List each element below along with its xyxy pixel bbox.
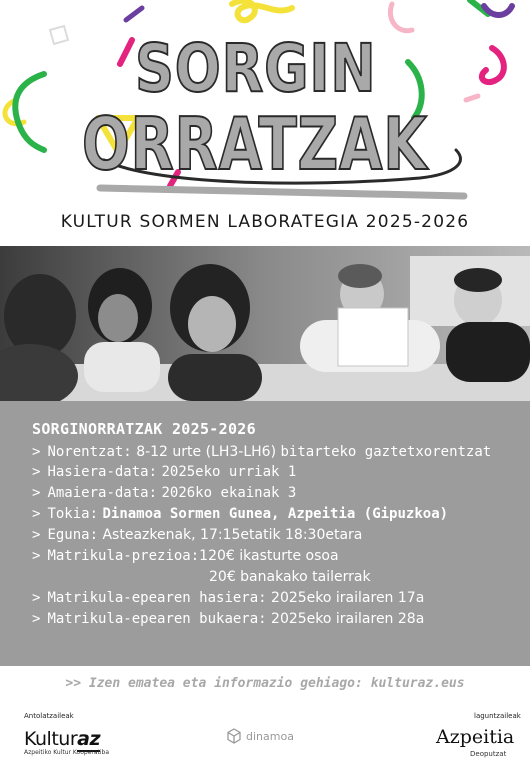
info-label: Matrikula-epearen bukaera: xyxy=(47,611,267,627)
bullet: > xyxy=(32,611,41,627)
info-value: 20€ banakako tailerrak xyxy=(209,569,371,585)
info-value: 2026ko ekainak 3 xyxy=(161,485,297,501)
kulturaz-logo-suffix: az xyxy=(77,728,101,750)
info-label: Eguna: xyxy=(47,527,99,543)
logo-line-orratzak: ORRATZAK xyxy=(82,102,428,186)
info-label: Norentzat: xyxy=(47,444,132,460)
yellow-squiggle xyxy=(232,1,292,20)
info-title: SORGINORRATZAK 2025-2026 xyxy=(32,420,256,438)
info-value: 120€ ikasturte osoa xyxy=(199,548,339,564)
info-label: Matrikula-prezioa: xyxy=(47,548,200,564)
children-photo xyxy=(0,246,530,401)
info-value: 2025eko irailaren 28a xyxy=(271,611,425,627)
info-label: Matrikula-epearen hasiera: xyxy=(47,590,267,606)
pink-curve xyxy=(390,4,412,31)
info-row-start-date xyxy=(32,465,296,479)
bullet: > xyxy=(32,485,41,501)
children-photo-illustration xyxy=(0,246,530,401)
subtitle: KULTUR SORMEN LABORATEGIA 2025-2026 xyxy=(60,212,470,232)
info-value: 2025eko urriak 1 xyxy=(161,464,297,480)
dinamoa-logo xyxy=(226,728,294,744)
green-curve-left xyxy=(15,74,44,150)
registration-link[interactable]: >> Izen ematea eta informazio gehiago: kulturaz.eus xyxy=(65,676,465,691)
organizers-label: Antolatzaileak xyxy=(24,712,74,720)
info-label: Amaiera-data: xyxy=(47,485,158,501)
info-value: 8-12 urte (LH3-LH6) xyxy=(136,444,277,460)
azpeitia-subtitle: Deoputzat xyxy=(470,750,507,758)
info-panel xyxy=(0,401,530,666)
info-row-audience xyxy=(32,445,491,459)
underline-bar xyxy=(100,188,464,196)
purple-line xyxy=(126,8,142,20)
bullet: > xyxy=(32,444,41,460)
info-label: Hasiera-data: xyxy=(47,464,158,480)
magenta-line-left xyxy=(120,40,132,64)
info-row-price-secondary xyxy=(209,570,371,584)
sponsors-label: laguntzaileak xyxy=(474,712,521,720)
dinamoa-logo-text: dinamoa xyxy=(246,729,294,743)
info-value: Asteazkenak, 17:15etatik 18:30etara xyxy=(102,527,363,543)
info-row-day xyxy=(32,528,362,542)
kulturaz-logo-text: Kultur xyxy=(24,728,78,750)
outline-square xyxy=(50,26,68,44)
info-row-enrolment-start xyxy=(32,591,424,605)
bullet: > xyxy=(32,590,41,606)
cube-icon xyxy=(226,728,242,744)
kulturaz-subtitle: Azpeitiko Kultur Kooperatiba xyxy=(24,749,110,756)
info-value: Dinamoa Sormen Gunea, Azpeitia (Gipuzkoa) xyxy=(102,506,449,522)
kulturaz-logo xyxy=(24,728,100,750)
info-label: Tokia: xyxy=(47,506,99,522)
info-row-end-date xyxy=(32,486,296,500)
purple-arc-top xyxy=(484,6,512,15)
pink-dash xyxy=(466,96,478,100)
info-row-price xyxy=(32,549,339,563)
bullet: > xyxy=(32,464,41,480)
bullet: > xyxy=(32,548,41,564)
azpeitia-logo: Azpeitia xyxy=(436,726,515,748)
info-row-place xyxy=(32,507,448,521)
bullet: > xyxy=(32,506,41,522)
bullet: > xyxy=(32,527,41,543)
info-value-rest: bitarteko gaztetxorentzat xyxy=(280,444,492,460)
header xyxy=(0,0,530,244)
magenta-curve xyxy=(482,48,504,82)
logo-line-sorgin: SORGIN xyxy=(135,30,377,107)
info-value: 2025eko irailaren 17a xyxy=(271,590,425,606)
info-row-enrolment-end xyxy=(32,612,424,626)
